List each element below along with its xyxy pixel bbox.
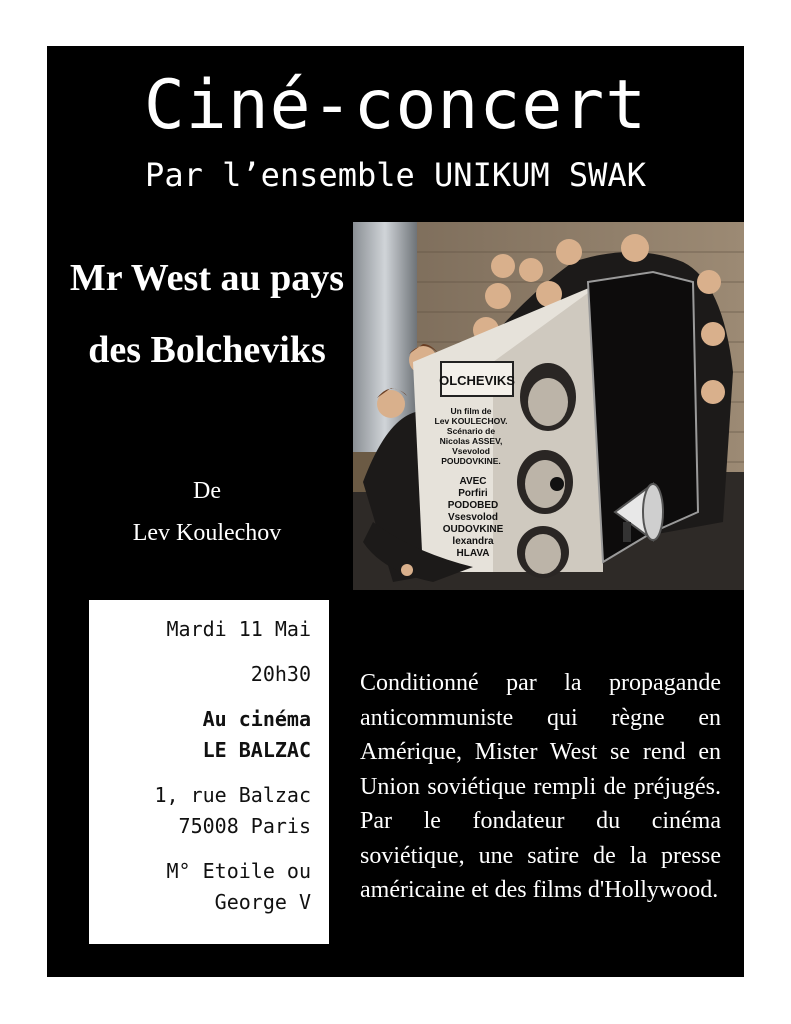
poster-credit-line: Vsevolod xyxy=(452,446,490,456)
poster-cast-line: AVEC xyxy=(459,476,487,487)
poster-title-snippet: OLCHEVIKS xyxy=(439,373,515,388)
director-prefix: De xyxy=(193,478,221,504)
address-line-2: 75008 Paris xyxy=(178,814,311,838)
ensemble-photo xyxy=(353,222,744,590)
event-info-box xyxy=(89,600,329,944)
poster-credit-line: Lev KOULECHOV. xyxy=(434,416,508,426)
metro-line-1: M° Etoile ou xyxy=(166,859,311,883)
venue-name: LE BALZAC xyxy=(202,738,311,762)
poster-cast-line: lexandra xyxy=(452,536,494,547)
event-time: 20h30 xyxy=(250,662,311,686)
film-title: Mr West au pays des Bolcheviks xyxy=(69,257,345,371)
ensemble-photo-illustration xyxy=(353,222,744,590)
metro-line-2: George V xyxy=(214,890,311,914)
poster-credit-line: Scénario de xyxy=(446,426,496,436)
director-name: Lev Koulechov xyxy=(132,520,282,546)
poster xyxy=(47,46,744,977)
poster-cast-line: Vsesvolod xyxy=(447,512,499,523)
poster-cast-line: OUDOVKINE xyxy=(442,524,504,535)
poster-cast-line: PODOBED xyxy=(447,500,499,511)
address-line-1: 1, rue Balzac xyxy=(154,783,311,807)
poster-credit-line: Nicolas ASSEV, xyxy=(439,436,503,446)
poster-cast-line: HLAVA xyxy=(456,548,490,559)
poster-credit-line: POUDOVKINE. xyxy=(441,456,501,466)
event-date: Mardi 11 Mai xyxy=(166,617,311,641)
poster-cast-line: Porfiri xyxy=(458,488,488,499)
poster-credit-line: Un film de xyxy=(450,406,492,416)
film-synopsis: Conditionné par la propagande anticommuniste qui règne en Amérique, Mister West se rend en Union soviétique rempli de préjugés. Par le fondateur du cinéma soviétique, une satire de la presse américaine et des films d'Hollywood. xyxy=(360,670,721,903)
venue-prefix: Au cinéma xyxy=(202,707,311,731)
event-title: Ciné-concert xyxy=(143,66,648,145)
ensemble-subtitle: Par l’ensemble UNIKUM SWAK xyxy=(145,156,646,194)
